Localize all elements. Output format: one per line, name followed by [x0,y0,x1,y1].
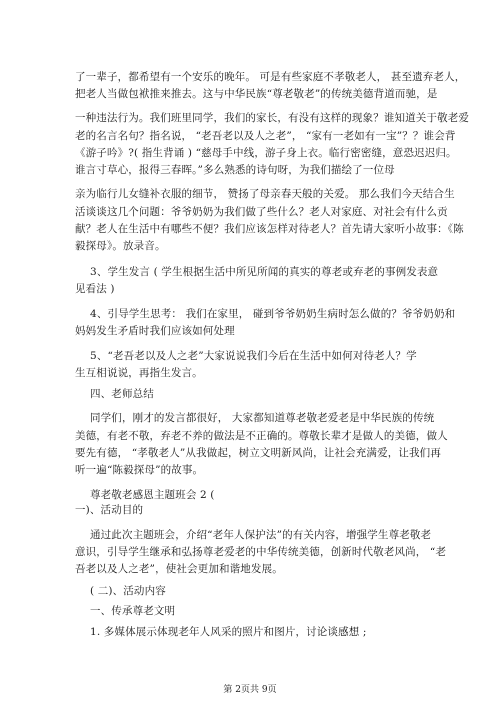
text-line: 妈妈发生矛盾时我们应该如何处理 [75,325,235,337]
section-heading: 一)、活动目的 [75,504,144,516]
text-line: 献？老人在生活中有哪些不便？我们应该怎样对待老人？首先请大家听小故事：《陈 [75,223,464,235]
text-line: 毅探母》。放录音。 [75,240,166,252]
section-heading: 四、老师总结 [90,388,154,400]
text-line: 活谈谈这几个问题：爷爷奶奶为我们做了些什么？老人对家庭、对社会有什么贡 [75,206,448,218]
text-line: 美德，有老不敬，弃老不养的做法是不正确的。尊敬长辈才是做人的美德，做人 [75,430,448,442]
text-line: 把老人当做包袱推来推去。这与中华民族“尊老敬老”的传统美德背道而驰，是 [75,88,438,100]
text-line: 了一辈子，都希望有一个安乐的晚年。 可是有些家庭不孝敬老人， 甚至遗弃老人， [75,71,466,83]
text-line: 意识，引导学生继承和弘扬尊老爱老的中华传统美德，创新时代敬老风尚， “老 [75,546,447,558]
text-line: 谁言寸草心，报得三春晖。”多么熟悉的诗句呀，为我们描绘了一位母 [75,164,395,176]
text-line: 3、学生发言 ( 学生根据生活中所见所闻的真实的尊老或弃老的事例发表意 [90,266,439,278]
text-line: 听一遍“陈毅探母”的故事。 [75,464,204,476]
list-item: 1. 多媒体展示体现老年人风采的照片和图片，讨论谈感想 ; [90,626,367,638]
section-title: 尊老敬老感恩主题班会 2 ( [90,489,215,501]
text-line: 见看法 ) [75,283,115,295]
text-line: 通过此次主题班会，介绍“老年人保护法”的有关内容，增强学生尊老敬老 [90,529,432,541]
text-line: 4、引导学生思考： 我们在家里， 碰到爷爷奶奶生病时怎么做的？爷爷奶奶和 [90,308,456,320]
text-line: 一种违法行为。我们班里同学，我们的家长，有没有这样的现象？谁知道关于敬老爱 [75,112,470,124]
section-heading: 一、传承尊老文明 [90,605,176,617]
text-line: 《游子吟》?( 指生背诵 ) “慈母手中线，游子身上衣。临行密密缝，意恐迟迟归。 [75,147,457,159]
text-line: 要先有德， “孝敬老人”从我做起，树立文明新风尚，让社会充满爱，让我们再 [75,447,441,459]
page-number: 第 2页共 9页 [223,685,277,695]
text-line: 老的名言名句？指名说， “老吾老以及人之老”， “家有一老如有一宝”？？谁会背 [75,130,456,142]
text-line: 吾老以及人之老”，使社会更加和谐地发展。 [75,563,283,575]
text-line: 同学们，刚才的发言都很好， 大家都知道尊老敬老爱老是中华民族的传统 [90,412,435,424]
text-line: 亲为临行儿女缝补衣服的细节， 赞扬了母亲春天般的关爱。 那么我们今天结合生 [75,188,455,200]
section-heading: ( 二)、活动内容 [90,585,166,597]
text-line: 生互相说说，再指生发言。 [75,367,203,379]
text-line: 5、“老吾老以及人之老”大家说说我们今后在生活中如何对待老人？学 [90,350,417,362]
